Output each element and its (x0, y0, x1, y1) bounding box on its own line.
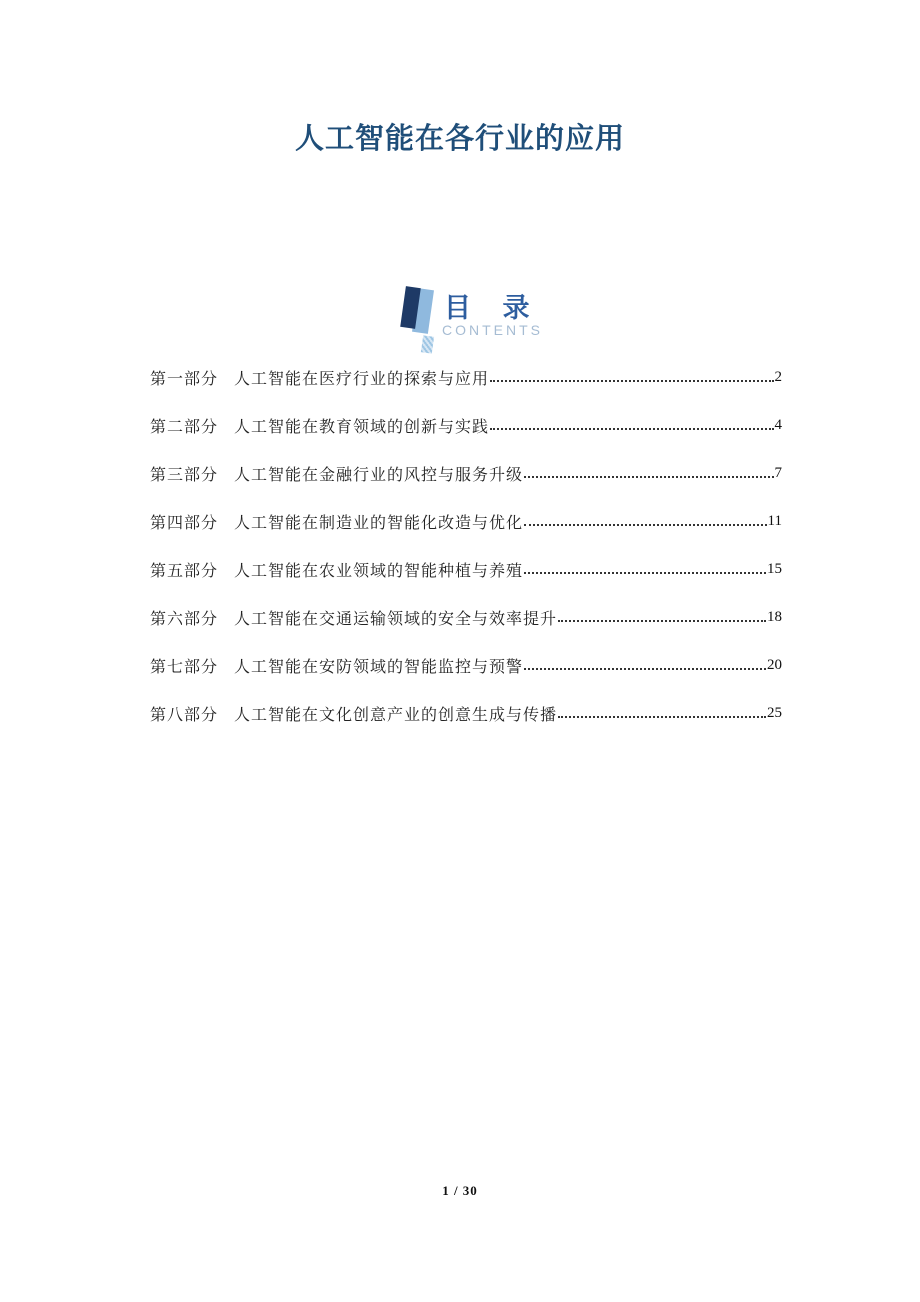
toc-entry (150, 689, 782, 737)
toc-entry (150, 449, 782, 497)
toc-dot-leader (490, 380, 773, 382)
toc-entry-label: 第二部分 (150, 418, 219, 436)
logo-tail-stripe (421, 335, 434, 353)
toc-page-number: 7 (774, 464, 782, 481)
toc-entry-label: 第八部分 (150, 706, 219, 724)
toc-list (150, 353, 782, 737)
document-title: 人工智能在各行业的应用 (294, 123, 625, 155)
toc-page-number: 11 (767, 512, 782, 529)
toc-entry-label: 第七部分 (150, 658, 219, 676)
toc-entry-title: 人工智能在交通运输领域的安全与效率提升 (234, 610, 558, 628)
toc-page-number: 20 (767, 656, 782, 673)
toc-dot-leader (524, 476, 773, 478)
toc-page-number: 18 (767, 608, 782, 625)
toc-page-number: 25 (767, 704, 782, 721)
toc-subheading: CONTENTS (442, 322, 543, 338)
toc-entry-title: 人工智能在安防领域的智能监控与预警 (234, 658, 524, 676)
toc-heading: 目 录 (444, 293, 542, 323)
toc-entry-title: 人工智能在金融行业的风控与服务升级 (234, 466, 524, 484)
toc-page-number: 4 (774, 416, 782, 433)
toc-entry-title: 人工智能在医疗行业的探索与应用 (234, 370, 490, 388)
toc-entry-label: 第五部分 (150, 562, 219, 580)
toc-entry-label: 第六部分 (150, 610, 219, 628)
toc-dot-leader (524, 572, 766, 574)
toc-entry (150, 641, 782, 689)
toc-entry-title: 人工智能在教育领域的创新与实践 (234, 418, 490, 436)
toc-entry-title: 人工智能在制造业的智能化改造与优化 (234, 514, 524, 532)
toc-dot-leader (558, 620, 766, 622)
toc-entry (150, 593, 782, 641)
toc-header (398, 284, 578, 359)
toc-entry (150, 401, 782, 449)
toc-entry (150, 353, 782, 401)
toc-dot-leader (558, 716, 766, 718)
toc-entry (150, 545, 782, 593)
toc-page-number: 2 (774, 368, 782, 385)
toc-entry-title: 人工智能在文化创意产业的创意生成与传播 (234, 706, 558, 724)
toc-entry (150, 497, 782, 545)
toc-dot-leader (524, 668, 766, 670)
toc-entry-label: 第四部分 (150, 514, 219, 532)
toc-page-number: 15 (767, 560, 782, 577)
toc-dot-leader (524, 524, 767, 526)
toc-entry-label: 第一部分 (150, 370, 219, 388)
toc-entry-label: 第三部分 (150, 466, 219, 484)
toc-dot-leader (490, 428, 773, 430)
page-number-footer: 1 / 30 (442, 1183, 478, 1198)
toc-entry-title: 人工智能在农业领域的智能种植与养殖 (234, 562, 524, 580)
toc-logo-icon (398, 286, 444, 358)
